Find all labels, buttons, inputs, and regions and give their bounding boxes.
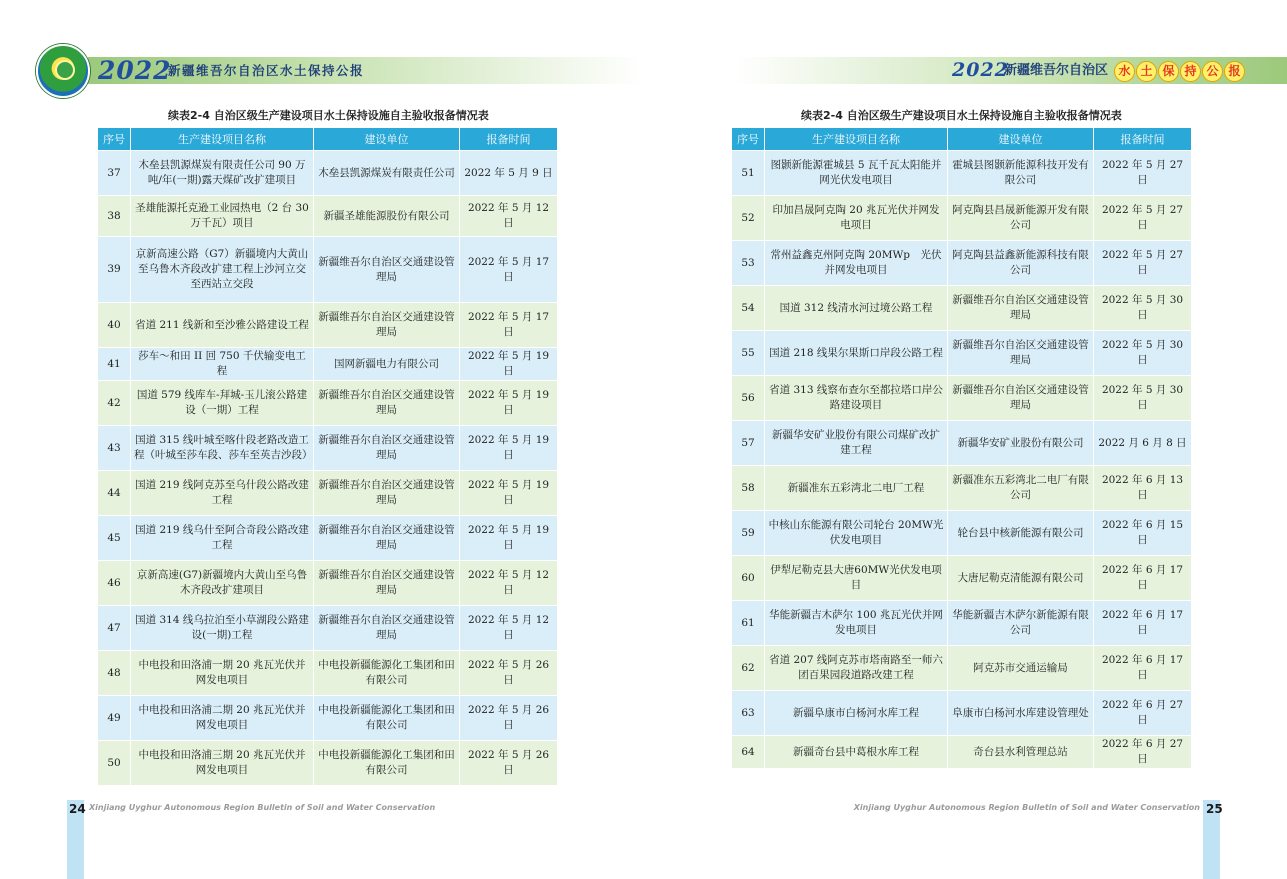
cell-no: 47: [98, 606, 131, 651]
table-row: [732, 151, 1192, 196]
cell-unit: 霍城县图颢新能源科技开发有限公司: [948, 151, 1094, 196]
cell-date: 2022 年 5 月 26 日: [460, 651, 558, 696]
cell-name: 京新高速公路（G7）新疆境内大黄山至乌鲁木齐段改扩建工程上沙河立交至西站立交段: [131, 237, 314, 303]
footer-text: Xinjiang Uyghur Autonomous Region Bulletin of Soil and Water Conservation: [89, 803, 436, 812]
cell-unit: 新疆维吾尔自治区交通建设管理局: [314, 381, 460, 426]
cell-no: 57: [732, 421, 765, 466]
cell-date: 2022 年 6 月 13 日: [1094, 466, 1192, 511]
cell-name: 国道 218 线果尔果斯口岸段公路工程: [765, 331, 948, 376]
cell-date: 2022 年 5 月 30 日: [1094, 286, 1192, 331]
table-row: [98, 348, 558, 381]
cell-no: 44: [98, 471, 131, 516]
table-row: [98, 151, 558, 196]
cell-name: 国道 219 线阿克苏至乌什段公路改建工程: [131, 471, 314, 516]
cell-date: 2022 年 6 月 17 日: [1094, 601, 1192, 646]
cell-date: 2022 年 5 月 19 日: [460, 471, 558, 516]
cell-unit: 阿克陶县昌晟新能源开发有限公司: [948, 196, 1094, 241]
cell-date: 2022 年 5 月 17 日: [460, 303, 558, 348]
cell-unit: 阜康市白杨河水库建设管理处: [948, 691, 1094, 736]
title-chip: 持: [1180, 61, 1201, 82]
cell-name: 新疆阜康市白杨河水库工程: [765, 691, 948, 736]
cell-date: 2022 年 5 月 12 日: [460, 196, 558, 237]
title-chip: 土: [1136, 61, 1157, 82]
cell-name: 中电投和田洛浦二期 20 兆瓦光伏并网发电项目: [131, 696, 314, 741]
cell-name: 新疆准东五彩湾北二电厂工程: [765, 466, 948, 511]
cell-unit: 新疆维吾尔自治区交通建设管理局: [314, 303, 460, 348]
cell-name: 国道 219 线乌什至阿合奇段公路改建工程: [131, 516, 314, 561]
cell-unit: 奇台县水利管理总站: [948, 736, 1094, 769]
table-row: [98, 381, 558, 426]
cell-date: 2022 年 5 月 12 日: [460, 606, 558, 651]
cell-name: 木垒县凯源煤炭有限责任公司 90 万吨/年(一期)露天煤矿改扩建项目: [131, 151, 314, 196]
cell-no: 45: [98, 516, 131, 561]
title-chip: 报: [1224, 61, 1245, 82]
table-header-row: [98, 128, 558, 151]
cell-name: 国道 312 线清水河过境公路工程: [765, 286, 948, 331]
cell-date: 2022 月 6 月 8 日: [1094, 421, 1192, 466]
cell-name: 省道 313 线察布查尔至都拉塔口岸公路建设项目: [765, 376, 948, 421]
table-row: [98, 741, 558, 786]
cell-name: 中电投和田洛浦三期 20 兆瓦光伏并网发电项目: [131, 741, 314, 786]
cell-date: 2022 年 5 月 19 日: [460, 516, 558, 561]
cell-unit: 木垒县凯源煤炭有限责任公司: [314, 151, 460, 196]
table-row: [98, 696, 558, 741]
cell-unit: 新疆维吾尔自治区交通建设管理局: [948, 286, 1094, 331]
cell-date: 2022 年 6 月 27 日: [1094, 736, 1192, 769]
cell-no: 49: [98, 696, 131, 741]
cell-no: 61: [732, 601, 765, 646]
col-header-name: 生产建设项目名称: [131, 128, 314, 151]
cell-no: 38: [98, 196, 131, 237]
cell-no: 48: [98, 651, 131, 696]
col-header-no: 序号: [732, 128, 765, 151]
cell-no: 42: [98, 381, 131, 426]
cell-unit: 新疆准东五彩湾北二电厂有限公司: [948, 466, 1094, 511]
cell-name: 华能新疆吉木萨尔 100 兆瓦光伏并网发电项目: [765, 601, 948, 646]
cell-no: 62: [732, 646, 765, 691]
table-row: [732, 601, 1192, 646]
title-chip: 公: [1202, 61, 1223, 82]
cell-no: 52: [732, 196, 765, 241]
cell-unit: 新疆维吾尔自治区交通建设管理局: [314, 606, 460, 651]
cell-no: 63: [732, 691, 765, 736]
table-row: [732, 331, 1192, 376]
header-year: 2022: [952, 59, 1009, 81]
cell-date: 2022 年 5 月 27 日: [1094, 241, 1192, 286]
cell-unit: 新疆维吾尔自治区交通建设管理局: [314, 516, 460, 561]
report-table-right: [731, 127, 1192, 769]
cell-name: 国道 314 线乌拉泊至小草湖段公路建设(一期)工程: [131, 606, 314, 651]
cell-unit: 新疆维吾尔自治区交通建设管理局: [314, 237, 460, 303]
cell-name: 省道 211 线新和至沙雅公路建设工程: [131, 303, 314, 348]
cell-no: 56: [732, 376, 765, 421]
title-chip: 保: [1158, 61, 1179, 82]
table-row: [98, 606, 558, 651]
cell-unit: 新疆维吾尔自治区交通建设管理局: [948, 376, 1094, 421]
cell-no: 58: [732, 466, 765, 511]
col-header-date: 报备时间: [460, 128, 558, 151]
col-header-date: 报备时间: [1094, 128, 1192, 151]
cell-name: 国道 579 线库车-拜城-玉儿滚公路建设（一期）工程: [131, 381, 314, 426]
table-row: [732, 421, 1192, 466]
table-row: [732, 196, 1192, 241]
table-caption: 续表2-4 自治区级生产建设项目水土保持设施自主验收报备情况表: [168, 109, 489, 122]
col-header-no: 序号: [98, 128, 131, 151]
cell-no: 40: [98, 303, 131, 348]
cell-name: 印加昌晟阿克陶 20 兆瓦光伏并网发电项目: [765, 196, 948, 241]
table-row: [732, 376, 1192, 421]
cell-unit: 中电投新疆能源化工集团和田有限公司: [314, 696, 460, 741]
header-title-chips: [1114, 61, 1245, 82]
cell-unit: 阿克陶县益鑫新能源科技有限公司: [948, 241, 1094, 286]
page-number: 24: [69, 802, 86, 816]
cell-date: 2022 年 5 月 30 日: [1094, 376, 1192, 421]
cell-date: 2022 年 5 月 12 日: [460, 561, 558, 606]
cell-unit: 新疆维吾尔自治区交通建设管理局: [948, 331, 1094, 376]
cell-name: 国道 315 线叶城至喀什段老路改造工程（叶城至莎车段、莎车至英吉沙段）: [131, 426, 314, 471]
cell-name: 新疆奇台县中葛根水库工程: [765, 736, 948, 769]
table-body: [732, 151, 1192, 769]
table-row: [98, 426, 558, 471]
page-number: 25: [1206, 802, 1223, 816]
soil-water-logo-icon: [36, 44, 90, 98]
cell-name: 中核山东能源有限公司轮台 20MW光伏发电项目: [765, 511, 948, 556]
cell-no: 51: [732, 151, 765, 196]
cell-no: 55: [732, 331, 765, 376]
cell-no: 41: [98, 348, 131, 381]
cell-no: 59: [732, 511, 765, 556]
cell-name: 新疆华安矿业股份有限公司煤矿改扩建工程: [765, 421, 948, 466]
table-header-row: [732, 128, 1192, 151]
right-page: [644, 0, 1287, 879]
cell-no: 54: [732, 286, 765, 331]
cell-date: 2022 年 6 月 17 日: [1094, 646, 1192, 691]
cell-no: 43: [98, 426, 131, 471]
table-row: [98, 237, 558, 303]
cell-date: 2022 年 5 月 19 日: [460, 426, 558, 471]
cell-no: 46: [98, 561, 131, 606]
table-row: [98, 303, 558, 348]
cell-unit: 华能新疆吉木萨尔新能源有限公司: [948, 601, 1094, 646]
cell-name: 莎车～和田 II 回 750 千伏输变电工程: [131, 348, 314, 381]
cell-unit: 新疆圣雄能源股份有限公司: [314, 196, 460, 237]
cell-unit: 新疆维吾尔自治区交通建设管理局: [314, 471, 460, 516]
title-chip: 水: [1114, 61, 1135, 82]
cell-name: 省道 207 线阿克苏市塔南路至一师六团百果园段道路改建工程: [765, 646, 948, 691]
table-row: [98, 196, 558, 237]
table-row: [98, 561, 558, 606]
cell-name: 京新高速(G7)新疆境内大黄山至乌鲁木齐段改扩建项目: [131, 561, 314, 606]
cell-unit: 轮台县中核新能源有限公司: [948, 511, 1094, 556]
cell-date: 2022 年 5 月 19 日: [460, 348, 558, 381]
table-caption: 续表2-4 自治区级生产建设项目水土保持设施自主验收报备情况表: [801, 109, 1122, 122]
cell-no: 39: [98, 237, 131, 303]
cell-date: 2022 年 6 月 27 日: [1094, 691, 1192, 736]
header-title: 新疆维吾尔自治区: [1004, 63, 1109, 78]
cell-date: 2022 年 5 月 26 日: [460, 696, 558, 741]
cell-unit: 大唐尼勒克清能源有限公司: [948, 556, 1094, 601]
cell-unit: 国网新疆电力有限公司: [314, 348, 460, 381]
cell-unit: 中电投新疆能源化工集团和田有限公司: [314, 741, 460, 786]
cell-no: 37: [98, 151, 131, 196]
table-row: [732, 511, 1192, 556]
cell-name: 图颢新能源霍城县 5 瓦千瓦太阳能并网光伏发电项目: [765, 151, 948, 196]
cell-date: 2022 年 5 月 30 日: [1094, 331, 1192, 376]
cell-date: 2022 年 5 月 27 日: [1094, 196, 1192, 241]
cell-date: 2022 年 5 月 19 日: [460, 381, 558, 426]
col-header-unit: 建设单位: [948, 128, 1094, 151]
cell-date: 2022 年 5 月 9 日: [460, 151, 558, 196]
cell-no: 50: [98, 741, 131, 786]
table-body: [98, 151, 558, 786]
table-row: [98, 516, 558, 561]
header-title: 新疆维吾尔自治区水土保持公报: [168, 63, 365, 78]
table-row: [732, 556, 1192, 601]
cell-unit: 新疆维吾尔自治区交通建设管理局: [314, 561, 460, 606]
table-row: [732, 691, 1192, 736]
table-row: [732, 286, 1192, 331]
cell-unit: 新疆维吾尔自治区交通建设管理局: [314, 426, 460, 471]
cell-date: 2022 年 6 月 15 日: [1094, 511, 1192, 556]
footer-text: Xinjiang Uyghur Autonomous Region Bulletin of Soil and Water Conservation: [853, 803, 1200, 812]
cell-name: 伊犁尼勒克县大唐60MW光伏发电项目: [765, 556, 948, 601]
cell-unit: 中电投新疆能源化工集团和田有限公司: [314, 651, 460, 696]
table-row: [98, 651, 558, 696]
table-row: [732, 466, 1192, 511]
cell-no: 64: [732, 736, 765, 769]
cell-no: 53: [732, 241, 765, 286]
cell-name: 中电投和田洛浦一期 20 兆瓦光伏并网发电项目: [131, 651, 314, 696]
table-row: [732, 646, 1192, 691]
cell-date: 2022 年 5 月 26 日: [460, 741, 558, 786]
cell-date: 2022 年 5 月 17 日: [460, 237, 558, 303]
report-table-left: [97, 127, 558, 786]
cell-date: 2022 年 5 月 27 日: [1094, 151, 1192, 196]
col-header-name: 生产建设项目名称: [765, 128, 948, 151]
table-row: [732, 736, 1192, 769]
col-header-unit: 建设单位: [314, 128, 460, 151]
cell-name: 常州益鑫克州阿克陶 20MWp 光伏并网发电项目: [765, 241, 948, 286]
table-row: [732, 241, 1192, 286]
table-row: [98, 471, 558, 516]
cell-name: 圣雄能源托克逊工业园热电（2 台 30 万千瓦）项目: [131, 196, 314, 237]
cell-unit: 阿克苏市交通运输局: [948, 646, 1094, 691]
left-page: [0, 0, 643, 879]
cell-unit: 新疆华安矿业股份有限公司: [948, 421, 1094, 466]
header-year: 2022: [98, 56, 172, 85]
cell-date: 2022 年 6 月 17 日: [1094, 556, 1192, 601]
cell-no: 60: [732, 556, 765, 601]
